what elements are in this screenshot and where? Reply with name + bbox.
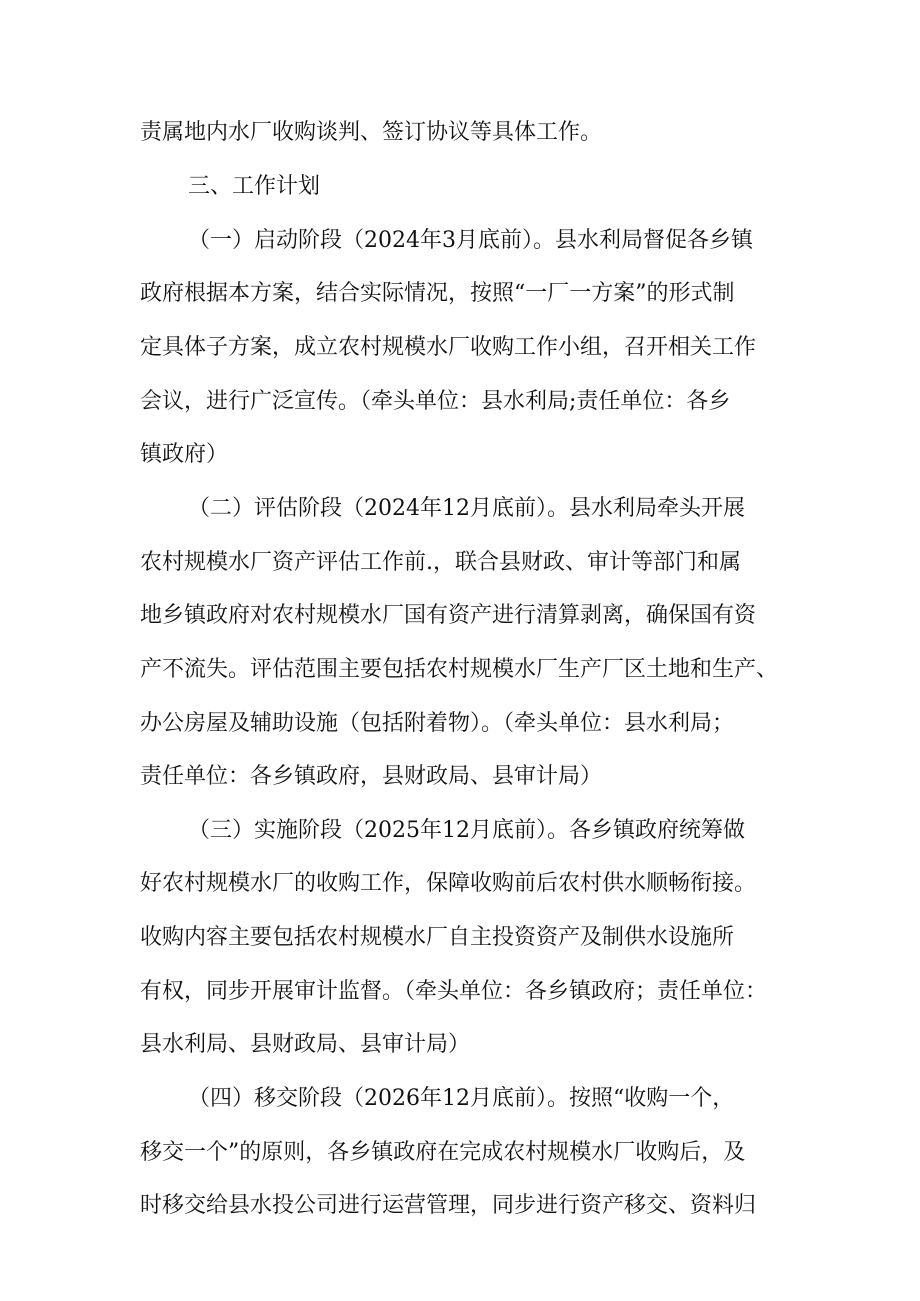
- paragraph-line: 县水利局、县财政局、县审计局）: [140, 1032, 471, 1057]
- section-heading: 三、工作计划: [188, 174, 321, 199]
- paragraph-line: 好农村规模水厂的收购工作，保障收购前后农村供水顺畅衔接。: [140, 871, 757, 896]
- paragraph-line: 有权，同步开展审计监督。（牵头单位：各乡镇政府；责任单位：: [140, 979, 768, 1004]
- paragraph-line: （二）评估阶段（2024年12月底前）。县水利局牵头开展: [188, 496, 745, 521]
- paragraph-line: 责属地内水厂收购谈判、签订协议等具体工作。: [140, 120, 603, 145]
- paragraph-line: 时移交给县水投公司进行运营管理，同步进行资产移交、资料归: [140, 1193, 757, 1218]
- paragraph-line: 产不流失。评估范围主要包括农村规模水厂生产厂区土地和生产、: [140, 657, 779, 682]
- paragraph-line: （四）移交阶段（2026年12月底前）。按照“收购一个，: [188, 1086, 735, 1111]
- paragraph-line: （三）实施阶段（2025年12月底前）。各乡镇政府统筹做: [188, 818, 745, 843]
- paragraph-line: 定具体子方案，成立农村规模水厂收购工作小组，召开相关工作: [140, 335, 757, 360]
- paragraph-line: 地乡镇政府对农村规模水厂国有资产进行清算剥离，确保国有资: [140, 603, 757, 628]
- paragraph-line: （一）启动阶段（2024年3月底前）。县水利局督促各乡镇: [188, 228, 753, 253]
- paragraph-line: 责任单位：各乡镇政府，县财政局、县审计局）: [140, 764, 603, 789]
- paragraph-line: 收购内容主要包括农村规模水厂自主投资资产及制供水设施所: [140, 925, 735, 950]
- paragraph-line: 会议，进行广泛宣传。（牵头单位：县水利局;责任单位：各乡: [140, 389, 731, 414]
- paragraph-line: 镇政府）: [140, 442, 229, 467]
- paragraph-line: 移交一个”的原则，各乡镇政府在完成农村规模水厂收购后，及: [140, 1140, 746, 1165]
- paragraph-line: 政府根据本方案，结合实际情况，按照“一厂一方案”的形式制: [140, 281, 735, 306]
- paragraph-line: 农村规模水厂资产评估工作前.，联合县财政、审计等部门和属: [140, 550, 741, 575]
- paragraph-line: 办公房屋及辅助设施（包括附着物）。（牵头单位：县水利局；: [140, 711, 735, 736]
